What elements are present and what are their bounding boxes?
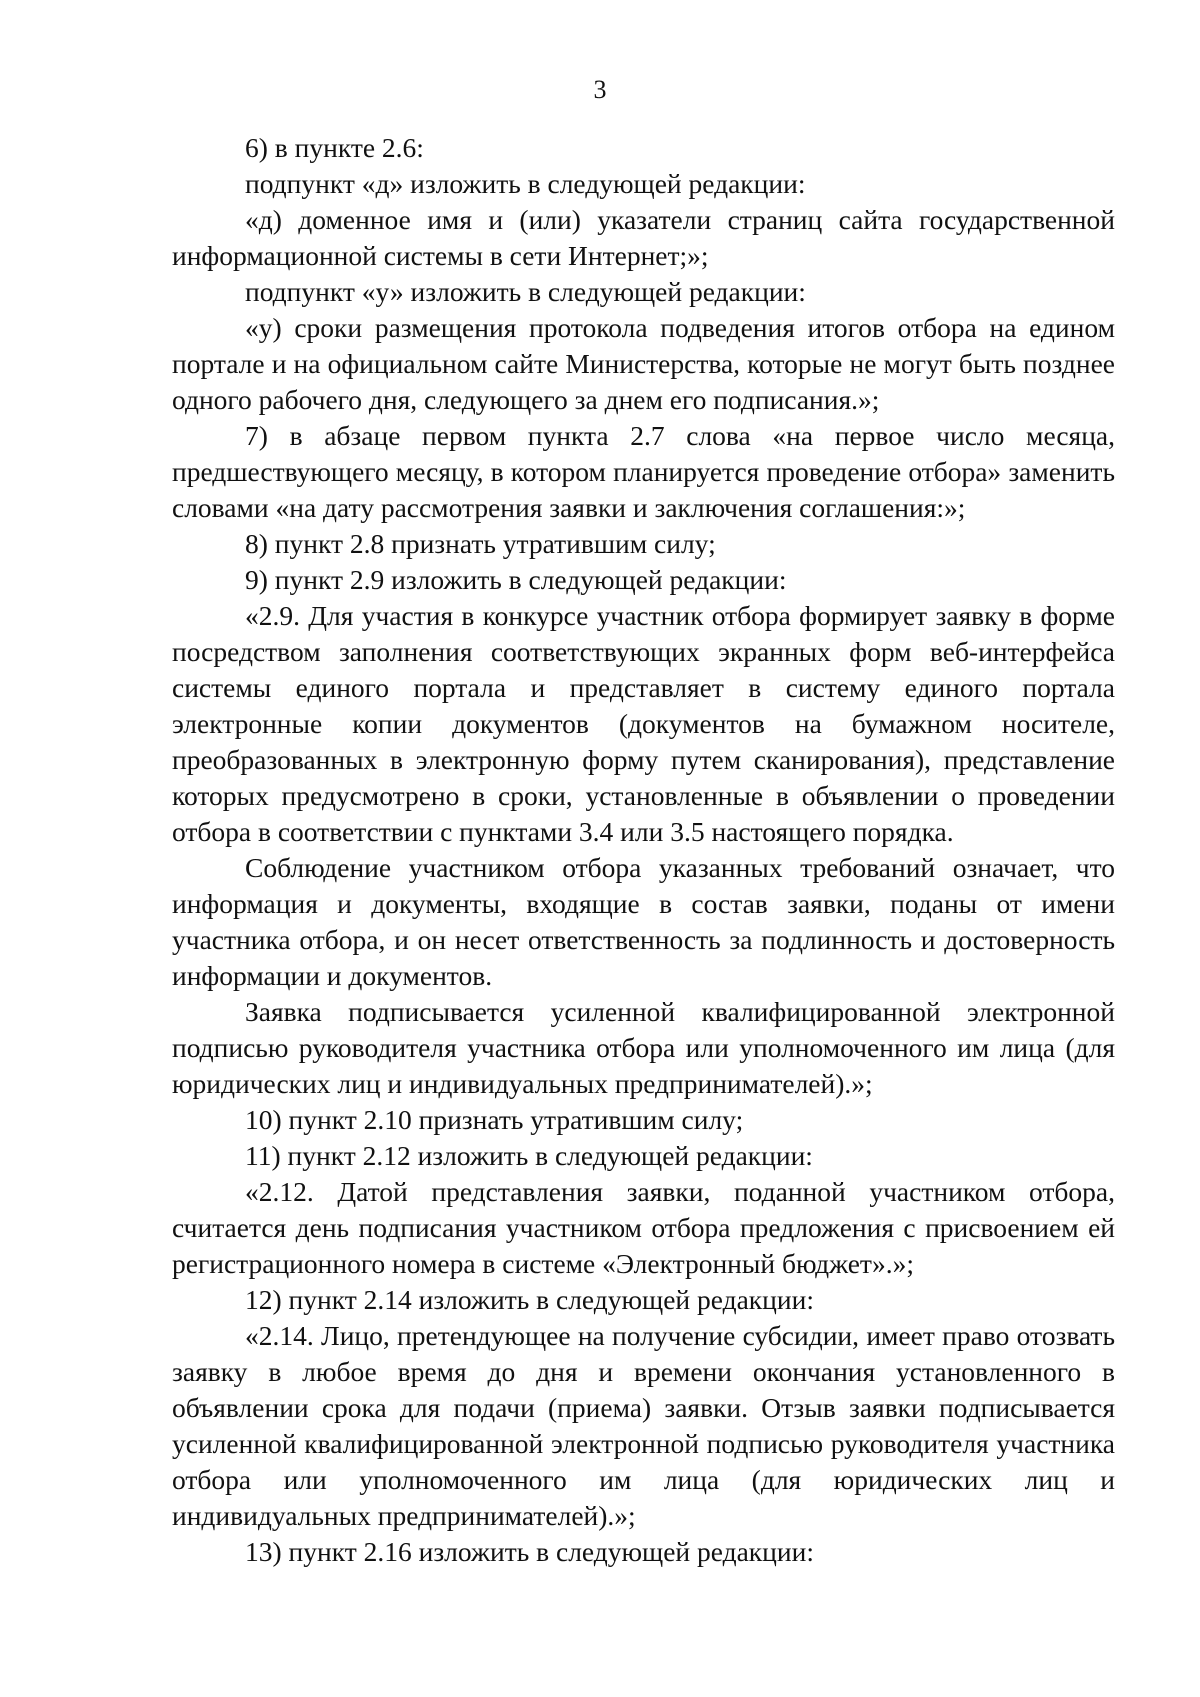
paragraph-item-12: 12) пункт 2.14 изложить в следующей редакции: <box>245 1284 814 1315</box>
paragraph-subitem-d-intro: подпункт «д» изложить в следующей редакции: <box>245 168 806 199</box>
paragraph-signature: Заявка подписывается усиленной квалифицированной электронной подписью руководителя участника отбора или уполномоченного им лица (для юридических лиц и индивидуальных предпринимателей).»; <box>172 996 1115 1099</box>
paragraph-subitem-d-text: «д) доменное имя и (или) указатели страниц сайта государственной информационной системы в сети Интернет;»; <box>172 204 1115 271</box>
paragraph-item-10: 10) пункт 2.10 признать утратившим силу; <box>245 1104 744 1135</box>
paragraph-subitem-u-text: «у) сроки размещения протокола подведения итогов отбора на едином портале и на официальном сайте Министерства, которые не могут быть позднее одного рабочего дня, следующего за днем его подписания.»; <box>172 312 1115 415</box>
paragraph-item-9: 9) пункт 2.9 изложить в следующей редакции: <box>245 564 787 595</box>
paragraph-compliance: Соблюдение участником отбора указанных требований означает, что информация и документы, входящие в состав заявки, поданы от имени участника отбора, и он несет ответственность за подлинность и достоверность информации и документов. <box>172 852 1115 991</box>
paragraph-item-13: 13) пункт 2.16 изложить в следующей редакции: <box>245 1536 814 1567</box>
paragraph-item-7: 7) в абзаце первом пункта 2.7 слова «на первое число месяца, предшествующего месяцу, в котором планируется проведение отбора» заменить словами «на дату рассмотрения заявки и заключения соглашения:»; <box>172 420 1115 523</box>
paragraph-item-6: 6) в пункте 2.6: <box>245 132 424 163</box>
page-number: 3 <box>593 75 607 104</box>
paragraph-clause-2-12: «2.12. Датой представления заявки, поданной участником отбора, считается день подписания участником отбора предложения с присвоением ей регистрационного номера в системе «Электронный бюджет».»; <box>172 1176 1115 1279</box>
paragraph-item-11: 11) пункт 2.12 изложить в следующей редакции: <box>245 1140 813 1171</box>
document-body <box>172 130 1115 1570</box>
paragraph-clause-2-9: «2.9. Для участия в конкурсе участник отбора формирует заявку в форме посредством заполнения соответствующих экранных форм веб-интерфейса системы единого портала и представляет в систему единого портала электронные копии документов (документов на бумажном носителе, преобразованных в электронную форму путем сканирования), представление которых предусмотрено в сроки, установленные в объявлении о проведении отбора в соответствии с пунктами 3.4 или 3.5 настоящего порядка. <box>172 600 1115 847</box>
paragraph-clause-2-14: «2.14. Лицо, претендующее на получение субсидии, имеет право отозвать заявку в любое время до дня и времени окончания установленного в объявлении срока для подачи (приема) заявки. Отзыв заявки подписывается усиленной квалифицированной электронной подписью руководителя участника отбора или уполномоченного им лица (для юридических лиц и индивидуальных предпринимателей).»; <box>172 1320 1115 1531</box>
paragraph-subitem-u-intro: подпункт «у» изложить в следующей редакции: <box>245 276 806 307</box>
paragraph-item-8: 8) пункт 2.8 признать утратившим силу; <box>245 528 716 559</box>
